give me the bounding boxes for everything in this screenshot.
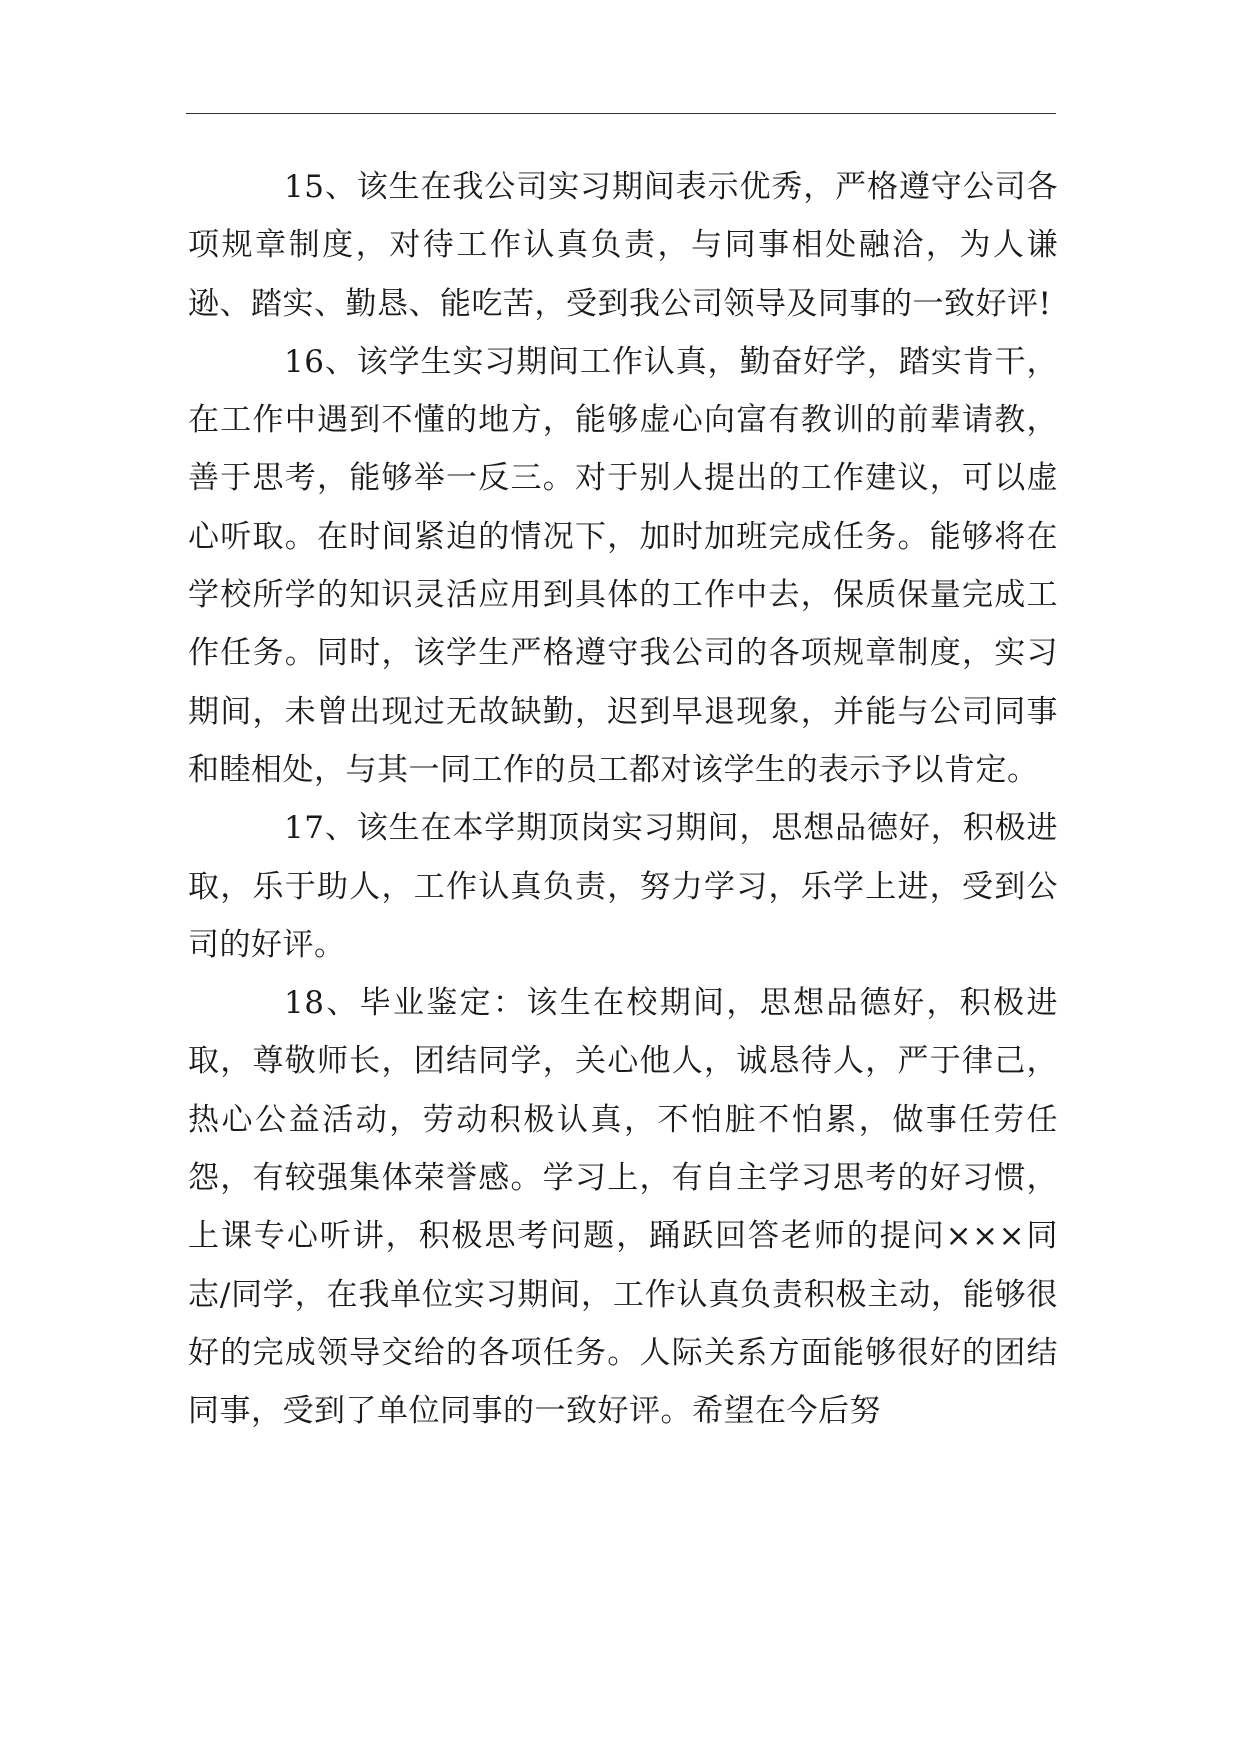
paragraph-17: 17、该生在本学期顶岗实习期间，思想品德好，积极进取，乐于助人，工作认真负责，努力学习，乐学上进，受到公司的好评。 — [188, 810, 1058, 963]
paragraph-15: 15、该生在我公司实习期间表示优秀，严格遵守公司各项规章制度，对待工作认真负责，与同事相处融洽，为人谦逊、踏实、勤恳、能吃苦，受到我公司领导及同事的一致好评! — [188, 169, 1058, 322]
document-body — [188, 158, 1058, 1441]
paragraph-18: 18、毕业鉴定：该生在校期间，思想品德好，积极进取，尊敬师长，团结同学，关心他人，诚恳待人，严于律己，热心公益活动，劳动积极认真，不怕脏不怕累，做事任劳任怨，有较强集体荣誉感。学习上，有自主学习思考的好习惯，上课专心听讲，积极思考问题，踊跃回答老师的提问×××同志/同学，在我单位实习期间，工作认真负责积极主动，能够很好的完成领导交给的各项任务。人际关系方面能够很好的团结同事，受到了单位同事的一致好评。希望在今后努 — [188, 985, 1058, 1430]
paragraph-16: 16、该学生实习期间工作认真，勤奋好学，踏实肯干，在工作中遇到不懂的地方，能够虚心向富有教训的前辈请教，善于思考，能够举一反三。对于别人提出的工作建议，可以虚心听取。在时间紧迫的情况下，加时加班完成任务。能够将在学校所学的知识灵活应用到具体的工作中去，保质保量完成工作任务。同时，该学生严格遵守我公司的各项规章制度，实习期间，未曾出现过无故缺勤，迟到早退现象，并能与公司同事和睦相处，与其一同工作的员工都对该学生的表示予以肯定。 — [188, 343, 1058, 788]
header-rule — [186, 113, 1056, 114]
